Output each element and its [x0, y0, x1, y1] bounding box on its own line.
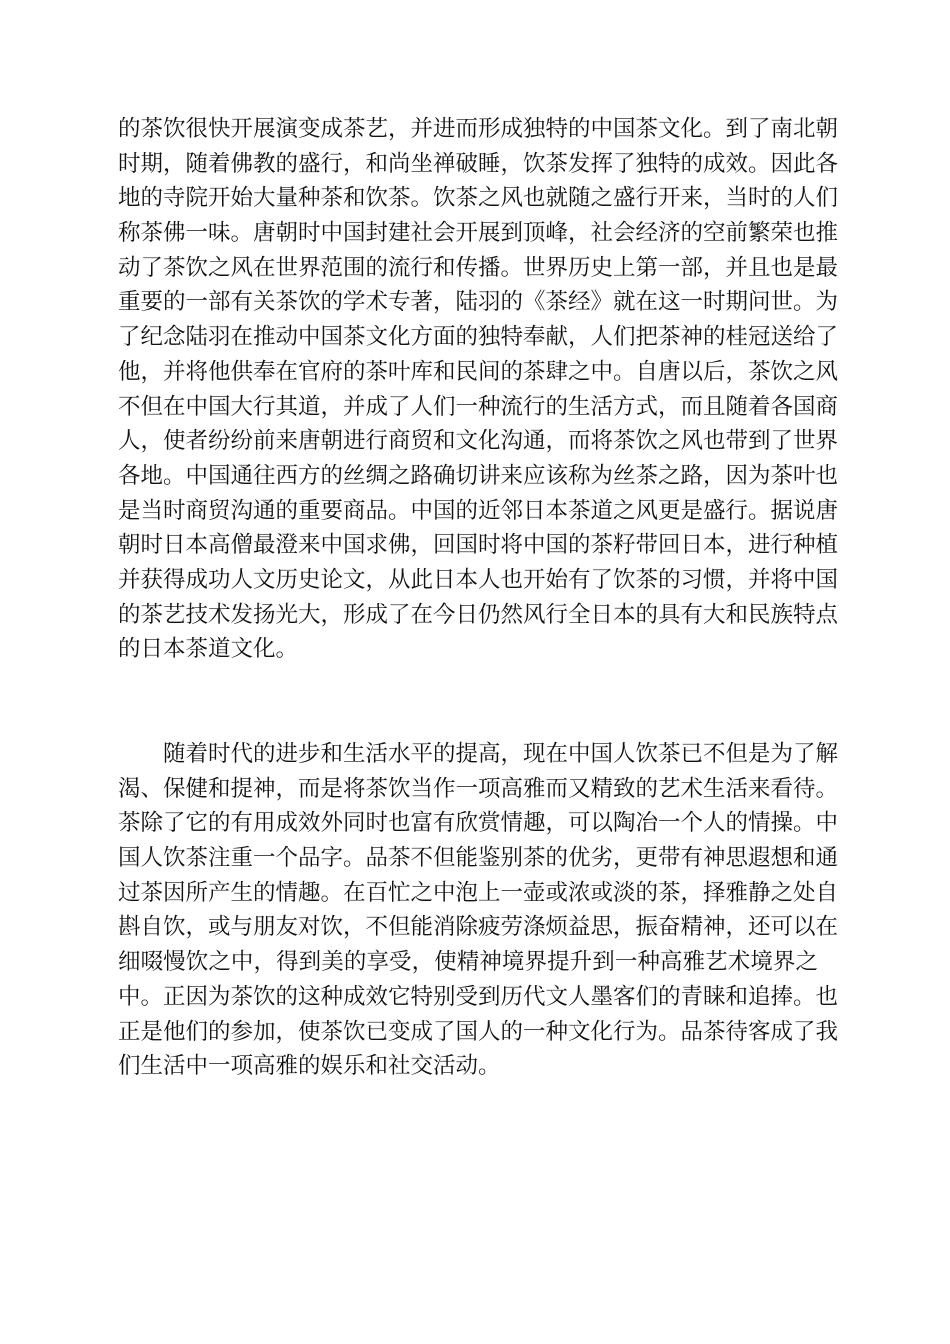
text-line: 各地。中国通往西方的丝绸之路确切讲来应该称为丝茶之路，因为茶叶也	[118, 462, 838, 489]
text-line: 时期，随着佛教的盛行，和尚坐禅破睡，饮茶发挥了独特的成效。因此各	[118, 150, 838, 177]
text-line: 人，使者纷纷前来唐朝进行商贸和文化沟通，而将茶饮之风也带到了世界	[118, 428, 838, 455]
text-line: 的茶饮很快开展演变成茶艺，并进而形成独特的中国茶文化。到了南北朝	[118, 116, 838, 142]
text-line: 的茶艺技术发扬光大，形成了在今日仍然风行全日本的具有大和民族特点	[118, 601, 838, 628]
text-line: 中。正因为茶饮的这种成效它特别受到历代文人墨客们的青睐和追捧。也	[118, 983, 838, 1010]
text-line: 正是他们的参加，使茶饮已变成了国人的一种文化行为。品茶待客成了我	[118, 1018, 838, 1045]
text-line: 并获得成功人文历史论文，从此日本人也开始有了饮茶的习惯，并将中国	[118, 566, 838, 593]
text-line: 他，并将他供奉在官府的茶叶库和民间的茶肆之中。自唐以后，茶饮之风	[118, 358, 838, 385]
text-line: 过茶因所产生的情趣。在百忙之中泡上一壶或浓或淡的茶，择雅静之处自	[118, 879, 838, 906]
text-line: 重要的一部有关茶饮的学术专著，陆羽的《茶经》就在这一时期问世。为	[118, 289, 838, 316]
text-line: 渴、保健和提神，而是将茶饮当作一项高雅而又精致的艺术生活来看待。	[118, 775, 838, 802]
text-line: 国人饮茶注重一个品字。品茶不但能鉴别茶的优劣，更带有神思遐想和通	[118, 845, 838, 872]
paragraph-modern-tea	[118, 737, 838, 1084]
text-line: 细啜慢饮之中，得到美的享受，使精神境界提升到一种高雅艺术境界之	[118, 949, 818, 976]
text-line: 称茶佛一味。唐朝时中国封建社会开展到顶峰，社会经济的空前繁荣也推	[118, 220, 838, 247]
text-line: 随着时代的进步和生活水平的提高，现在中国人饮茶已不但是为了解	[163, 741, 838, 767]
paragraph-tea-history	[118, 112, 838, 667]
text-line: 的日本茶道文化。	[118, 636, 299, 663]
text-line: 斟自饮，或与朋友对饮，不但能消除疲劳涤烦益思，振奋精神，还可以在	[118, 914, 838, 941]
text-line: 动了茶饮之风在世界范围的流行和传播。世界历史上第一部，并且也是最	[118, 254, 838, 281]
text-line: 不但在中国大行其道，并成了人们一种流行的生活方式，而且随着各国商	[118, 393, 838, 420]
text-line: 们生活中一项高雅的娱乐和社交活动。	[118, 1053, 501, 1080]
text-line: 地的寺院开始大量种茶和饮茶。饮茶之风也就随之盛行开来，当时的人们	[118, 185, 838, 212]
text-line: 了纪念陆羽在推动中国茶文化方面的独特奉献，人们把茶神的桂冠送给了	[118, 324, 838, 351]
text-line: 是当时商贸沟通的重要商品。中国的近邻日本茶道之风更是盛行。据说唐	[118, 497, 838, 524]
text-line: 朝时日本高僧最澄来中国求佛，回国时将中国的茶籽带回日本，进行种植	[118, 532, 838, 559]
text-line: 茶除了它的有用成效外同时也富有欣赏情趣，可以陶冶一个人的情操。中	[118, 810, 838, 837]
